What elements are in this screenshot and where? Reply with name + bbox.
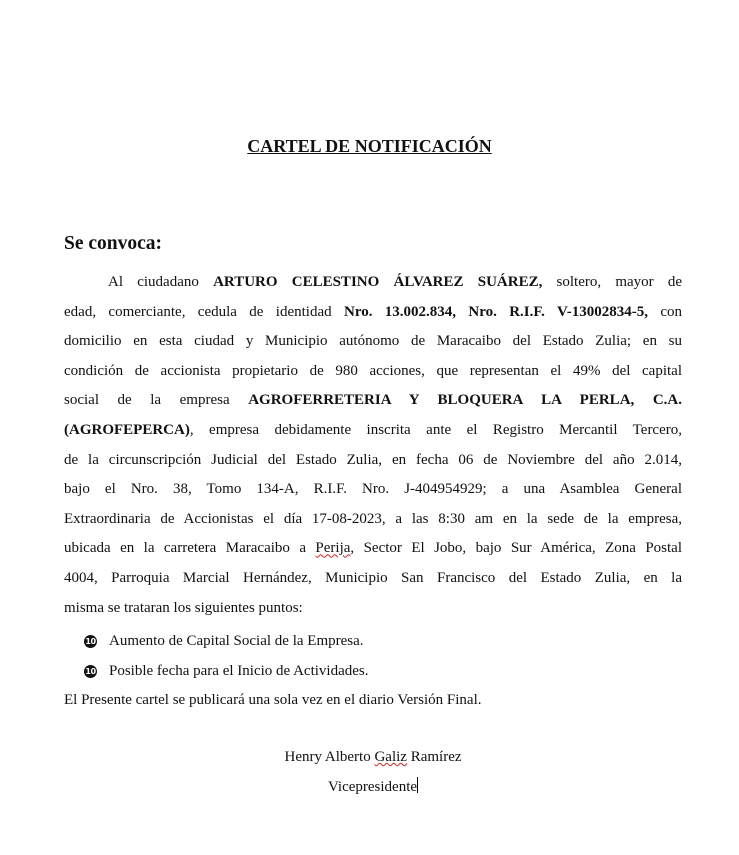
- agenda-list: [84, 627, 369, 686]
- notice-paragraph: [64, 268, 682, 623]
- text-run: bajo el Nro. 38, Tomo 134-A, R.I.F. Nro. J-404954929; a una Asamblea General: [64, 481, 682, 498]
- text-run: condición de accionista propietario de 980 acciones, que representan el 49% del capital: [64, 362, 682, 379]
- signature-block: [270, 743, 476, 802]
- agenda-item-text: Aumento de Capital Social de la Empresa.: [109, 633, 364, 649]
- closing-statement: El Presente cartel se publicará una sola vez en el diario Versión Final.: [64, 692, 482, 708]
- signer-name: Henry Alberto Galiz Ramírez: [284, 749, 462, 765]
- bold-text: ARTURO CELESTINO ÁLVAREZ SUÁREZ,: [213, 274, 543, 290]
- text-run: Al ciudadano: [108, 274, 214, 290]
- paragraph-line: [64, 268, 682, 298]
- text-run: , empresa debidamente inscrita ante el Registro Mercantil Tercero,: [189, 421, 682, 438]
- paragraph-line: [64, 386, 682, 416]
- paragraph-line: [64, 505, 682, 535]
- text-run: social de la empresa: [64, 392, 249, 409]
- text-run: Extraordinaria de Accionistas el día 17-08-2023, a las 8:30 am en la sede de la empresa,: [64, 510, 682, 527]
- paragraph-line: [64, 298, 682, 328]
- paragraph-line: [64, 475, 682, 505]
- bold-text: AGROFERRETERIA Y BLOQUERA LA PERLA, C.A.: [248, 392, 682, 409]
- bold-text: (AGROFEPERCA): [64, 421, 190, 438]
- paragraph-line: [64, 357, 682, 387]
- paragraph-line: [64, 534, 682, 564]
- spellcheck-flagged-word: Perija: [315, 540, 351, 557]
- numbered-bullet-icon: 10: [84, 635, 97, 648]
- text-run: domicilio en esta ciudad y Municipio autónomo de Maracaibo del Estado Zulia; en su: [64, 333, 682, 350]
- paragraph-line: [64, 564, 682, 594]
- signer-role[interactable]: Vicepresidente: [327, 778, 418, 795]
- text-run: 4004, Parroquia Marcial Hernández, Municipio San Francisco del Estado Zulia, en la: [64, 569, 682, 586]
- text-run: con: [647, 303, 682, 320]
- spellcheck-flagged-word[interactable]: Galiz: [374, 749, 407, 765]
- document-title: CARTEL DE NOTIFICACIÓN: [247, 136, 492, 156]
- numbered-bullet-icon: 10: [84, 665, 97, 678]
- paragraph-line: [64, 327, 682, 357]
- paragraph-line: [64, 416, 682, 446]
- text-run: soltero, mayor de: [542, 274, 683, 290]
- paragraph-line: [64, 446, 682, 476]
- text-run: ubicada en la carretera Maracaibo a: [64, 540, 316, 557]
- convocation-heading: Se convoca:: [64, 233, 163, 254]
- paragraph-line: [64, 594, 682, 624]
- agenda-item: [84, 627, 369, 657]
- text-cursor: [417, 777, 418, 793]
- agenda-item-text: Posible fecha para el Inicio de Actividades.: [109, 662, 369, 679]
- text-run: edad, comerciante, cedula de identidad: [64, 303, 344, 320]
- bold-text: Nro. 13.002.834, Nro. R.I.F. V-13002834-5,: [343, 303, 648, 320]
- text-run: misma se trataran los siguientes puntos:: [64, 599, 303, 616]
- text-run: de la circunscripción Judicial del Estado Zulia, en fecha 06 de Noviembre del año 2.014,: [64, 451, 682, 468]
- agenda-item: [84, 657, 369, 687]
- text-run: , Sector El Jobo, bajo Sur América, Zona Postal: [350, 540, 683, 557]
